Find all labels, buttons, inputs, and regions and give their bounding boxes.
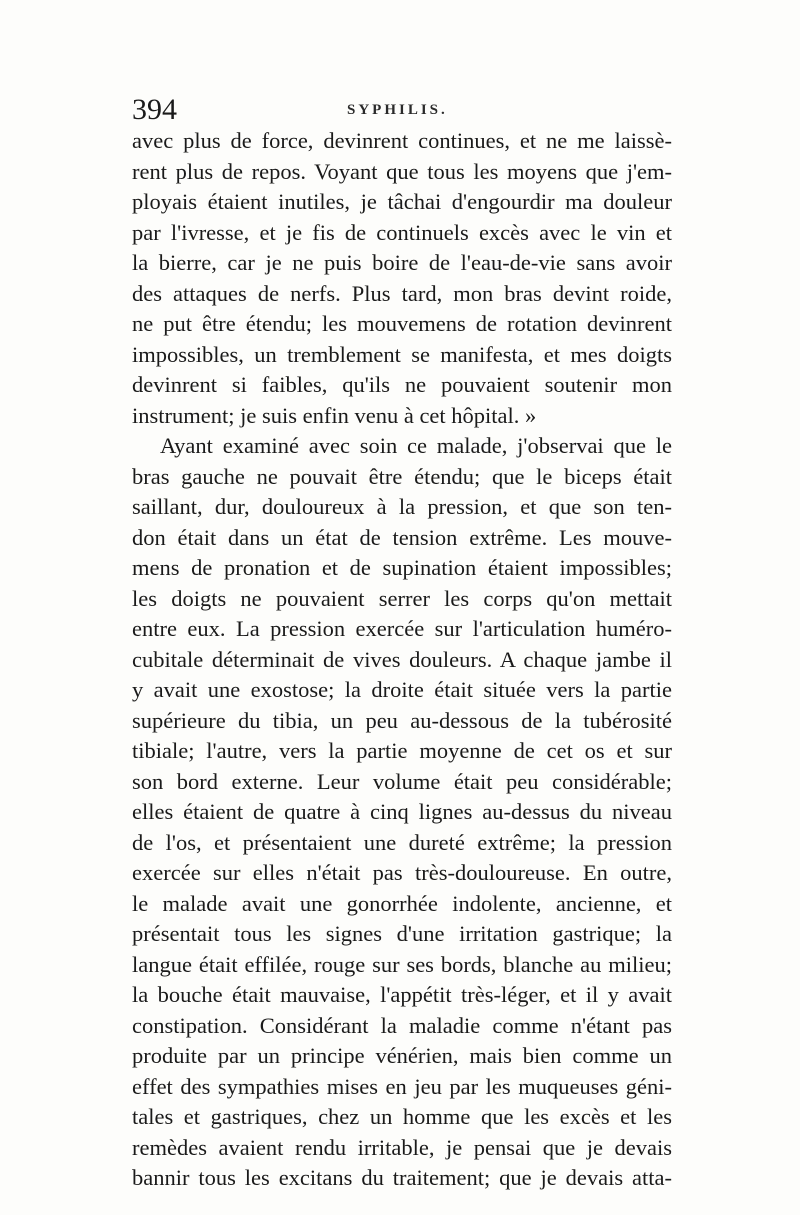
text-line: de l'os, et présentaient une dureté extrême; la pression	[132, 829, 672, 855]
text-line: les doigts ne pouvaient serrer les corps qu'on mettait	[132, 585, 672, 611]
text-line: remèdes avaient rendu irritable, je pensai que je devais	[132, 1134, 672, 1160]
text-line: la bouche était mauvaise, l'appétit très-léger, et il y avait	[132, 982, 672, 1007]
text-line: constipation. Considérant la maladie comme n'étant pas	[132, 1012, 672, 1038]
page-header	[132, 90, 672, 130]
text-line: y avait une exostose; la droite était située vers la partie	[132, 677, 672, 702]
text-line: avec plus de force, devinrent continues, et ne me laissè-	[132, 128, 672, 153]
text-line: elles étaient de quatre à cinq lignes au-dessus du niveau	[132, 799, 672, 824]
paragraph-start-line: Ayant examiné avec soin ce malade, j'observai que le	[160, 433, 672, 458]
text-line: instrument; je suis enfin venu à cet hôpital. »	[132, 402, 537, 428]
text-line: par l'ivresse, et je fis de continuels excès avec le vin et	[132, 219, 672, 245]
text-line: don était dans un état de tension extrême. Les mouve-	[132, 524, 672, 550]
text-line: langue était effilée, rouge sur ses bords, blanche au milieu;	[132, 951, 672, 977]
text-line: tibiale; l'autre, vers la partie moyenne de cet os et sur	[132, 738, 672, 763]
text-line: effet des sympathies mises en jeu par les muqueuses géni-	[132, 1073, 672, 1099]
text-line: produite par un principe vénérien, mais bien comme un	[132, 1043, 672, 1068]
text-line: impossibles, un tremblement se manifesta, et mes doigts	[132, 341, 672, 367]
text-line: entre eux. La pression exercée sur l'articulation huméro-	[132, 616, 672, 641]
text-line: présentait tous les signes d'une irritation gastrique; la	[132, 921, 672, 946]
text-line: ne put être étendu; les mouvemens de rotation devinrent	[132, 311, 672, 336]
text-line: tales et gastriques, chez un homme que les excès et les	[132, 1104, 672, 1129]
text-line: devinrent si faibles, qu'ils ne pouvaient soutenir mon	[132, 372, 672, 397]
text-line: mens de pronation et de supination étaient impossibles;	[132, 555, 672, 580]
text-line: des attaques de nerfs. Plus tard, mon bras devint roide,	[132, 280, 672, 306]
body-text	[132, 126, 672, 1194]
text-line: ployais étaient inutiles, je tâchai d'engourdir ma douleur	[132, 189, 672, 214]
text-line: la bierre, car je ne puis boire de l'eau-de-vie sans avoir	[132, 250, 672, 275]
running-head: SYPHILIS.	[347, 102, 448, 118]
text-line: supérieure du tibia, un peu au-dessous de la tubérosité	[132, 707, 672, 733]
text-line: bras gauche ne pouvait être étendu; que le biceps était	[132, 463, 672, 489]
text-line: son bord externe. Leur volume était peu considérable;	[132, 768, 672, 794]
text-line: le malade avait une gonorrhée indolente, ancienne, et	[132, 890, 672, 916]
page-number: 394	[132, 93, 177, 126]
text-line: cubitale déterminait de vives douleurs. A chaque jambe il	[132, 646, 672, 672]
text-line: rent plus de repos. Voyant que tous les moyens que j'em-	[132, 158, 672, 184]
text-line: saillant, dur, douloureux à la pression, et que son ten-	[132, 494, 672, 519]
text-line: exercée sur elles n'était pas très-douloureuse. En outre,	[132, 860, 672, 885]
text-line: bannir tous les excitans du traitement; que je devais atta-	[132, 1165, 672, 1190]
